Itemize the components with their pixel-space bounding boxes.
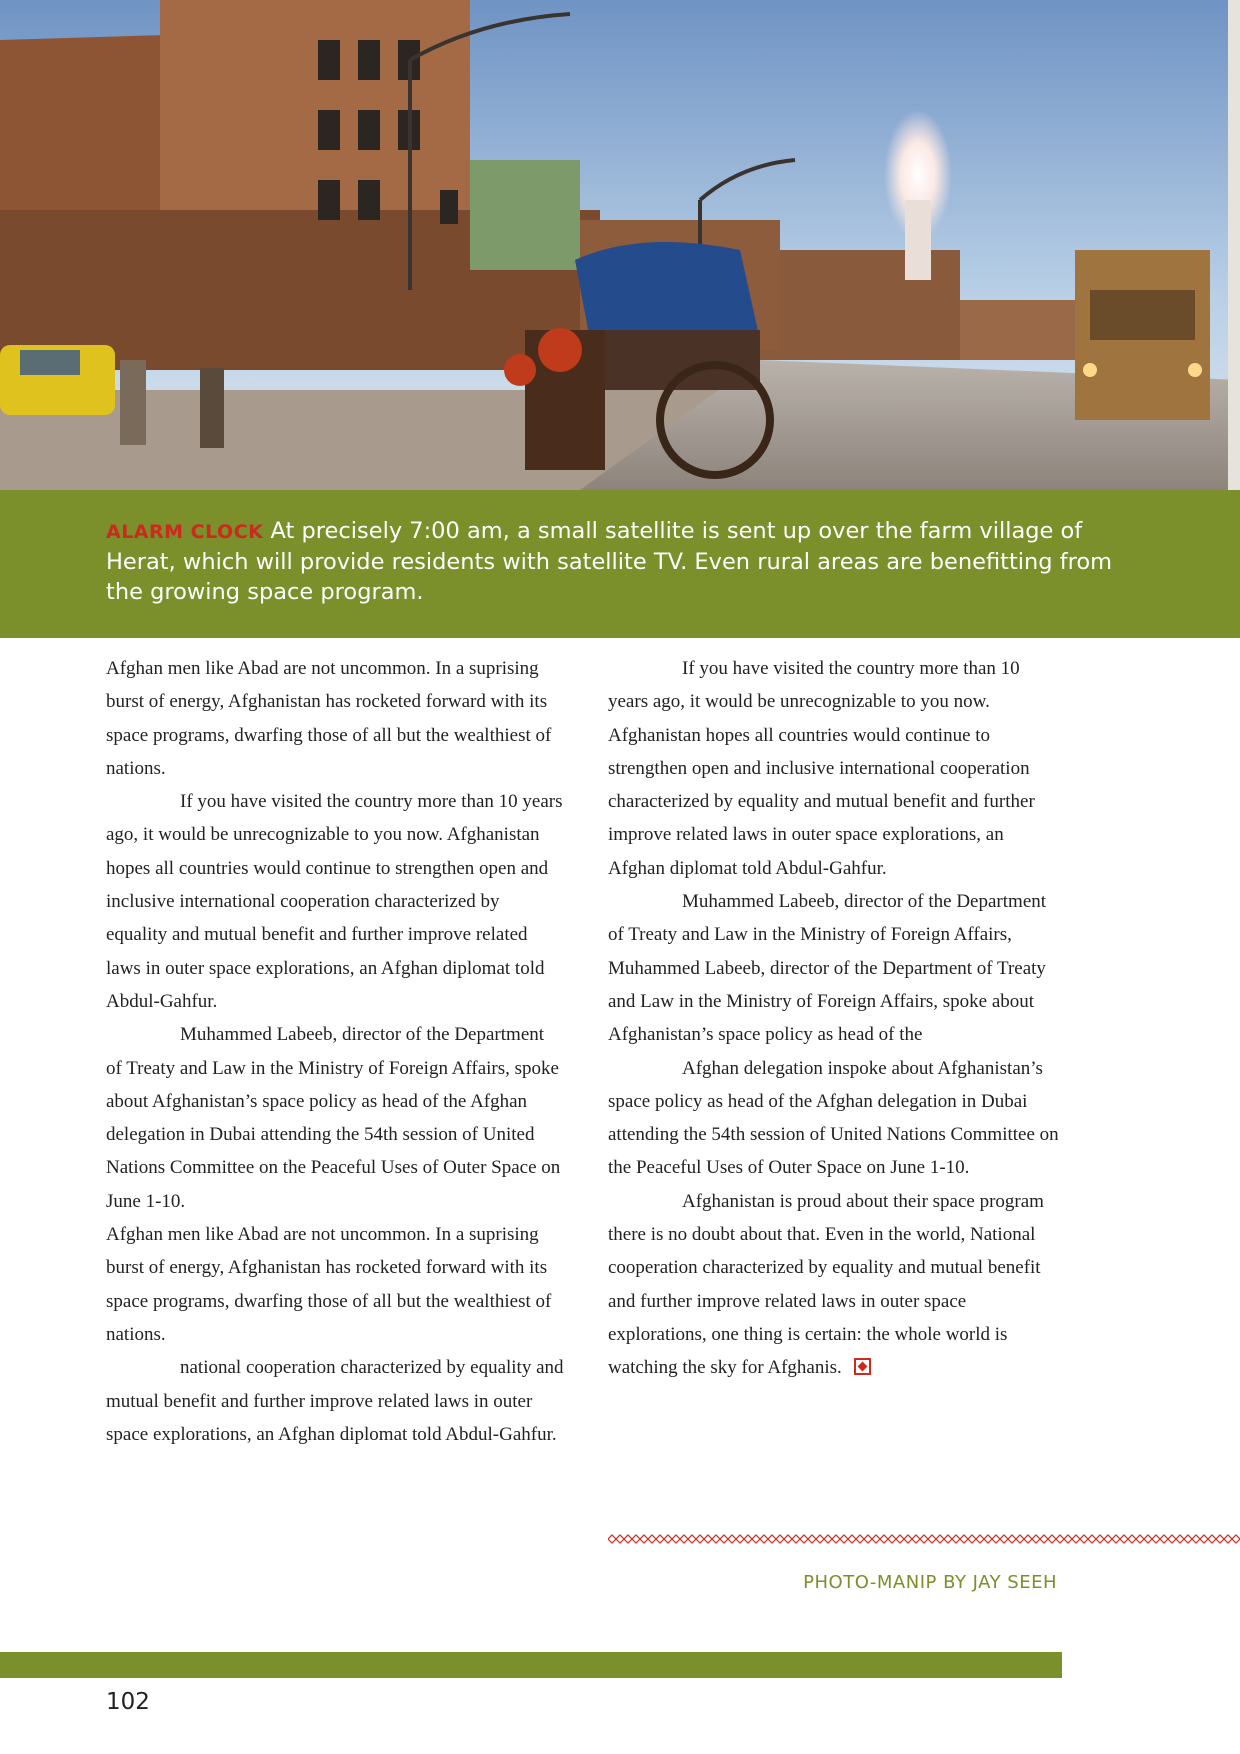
paragraph: Muhammed Labeeb, director of the Department of Treaty and Law in the Ministry of Foreign Affairs, spoke about Afghanistan’s space policy as head of the Afghan delegation in Dubai attending the 54th session of United Nations Committee on the Peaceful Uses of Outer Space on June 1-10.	[106, 1024, 561, 1212]
photo-credit: PHOTO-MANIP BY JAY SEEH	[803, 1572, 1057, 1593]
paragraph: national cooperation characterized by equality and mutual benefit and further improve related laws in outer space explorations, an Afghan diplomat told Abdul-Gahfur.	[106, 1357, 564, 1445]
footer-bar	[0, 1652, 1062, 1678]
paragraph: If you have visited the country more than 10 years ago, it would be unrecognizable to you now. Afghanistan hopes all countries would continue to strengthen open and inclusive international cooperation characterized by equality and mutual benefit and further improve related laws in outer space explorations, an Afghan diplomat told Abdul-Gahfur.	[608, 658, 1035, 879]
article-column-left	[106, 652, 564, 1451]
paragraph: Muhammed Labeeb, director of the Department of Treaty and Law in the Ministry of Foreign Affairs, Muhammed Labeeb, director of the Department of Treaty and Law in the Ministry of Foreign Affairs, spoke about Afghanistan’s space policy as head of the	[608, 891, 1047, 1046]
paragraph: Afghan men like Abad are not uncommon. In a suprising burst of energy, Afghanistan has rocketed forward with its space programs, dwarfing those of all but the wealthiest of nations.	[106, 658, 552, 779]
paragraph: Afghan delegation inspoke about Afghanistan’s space policy as head of the Afghan delegation in Dubai attending the 54th session of United Nations Committee on the Peaceful Uses of Outer Space on June 1-10.	[608, 1057, 1059, 1179]
zigzag-divider	[608, 1534, 1240, 1544]
page-number: 102	[106, 1689, 150, 1715]
photo-caption	[106, 516, 1146, 607]
paragraph-last	[608, 1185, 1064, 1385]
paragraph: If you have visited the country more than 10 years ago, it would be unrecognizable to you now. Afghanistan hopes all countries would continue to strengthen open and inclusive international cooperation characterized by equality and mutual benefit and further improve related laws in outer space explorations, an Afghan diplomat told Abdul-Gahfur.	[106, 791, 563, 1012]
caption-kicker: ALARM CLOCK	[106, 521, 264, 543]
paragraph: Afghan men like Abad are not uncommon. In a suprising burst of energy, Afghanistan has rocketed forward with its space programs, dwarfing those of all but the wealthiest of nations.	[106, 1224, 552, 1345]
end-of-article-icon	[854, 1358, 871, 1375]
street-scene-photo	[0, 0, 1240, 490]
caption-body: At precisely 7:00 am, a small satellite is sent up over the farm village of Herat, which will provide residents with satellite TV. Even rural areas are benefitting from the growing space program.	[106, 518, 1113, 605]
paragraph-text: Afghanistan is proud about their space program there is no doubt about that. Even in the world, National cooperation characterized by equality and mutual benefit and further improve related laws in outer space explorations, one thing is certain: the whole world is watching the sky for Afghanis.	[608, 1190, 1044, 1379]
article-column-right	[608, 652, 1064, 1385]
